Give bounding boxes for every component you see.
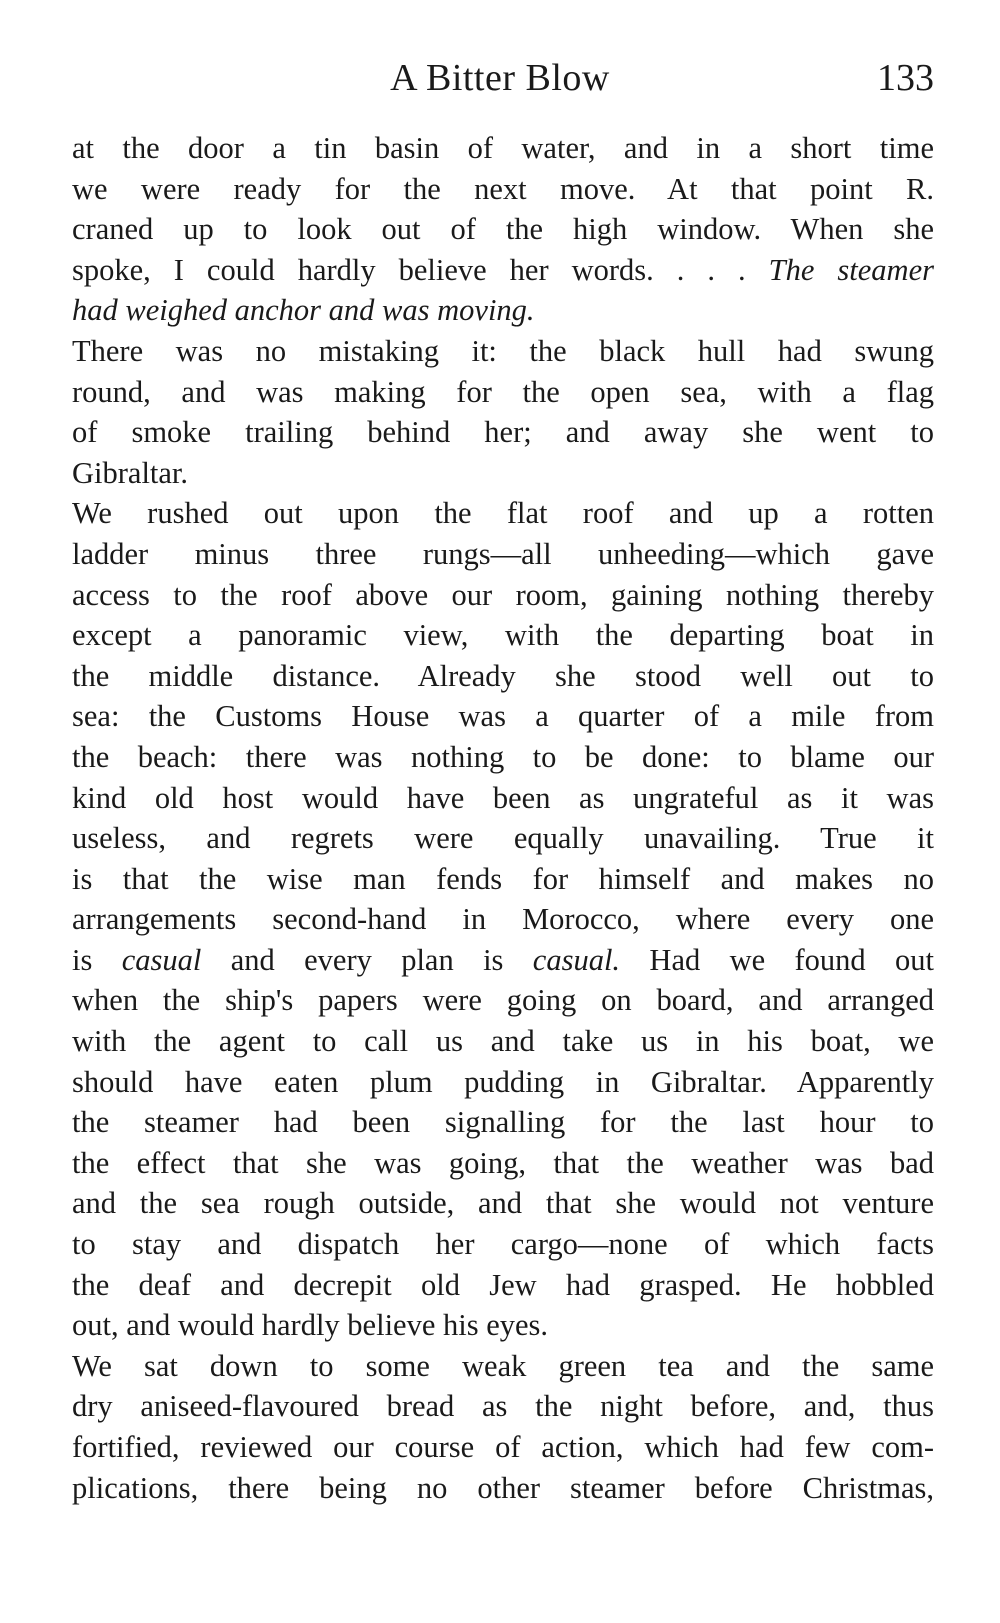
text-segment: with the agent to call us and take us in his boat, we bbox=[72, 1024, 934, 1059]
text-line bbox=[72, 493, 934, 534]
text-line bbox=[72, 1305, 934, 1346]
text-segment: plications, there being no other steamer before Christmas, bbox=[72, 1470, 934, 1505]
text-line bbox=[72, 1102, 934, 1143]
text-line bbox=[72, 980, 934, 1021]
text-segment: the beach: there was nothing to be done: to blame our bbox=[72, 739, 934, 774]
text-line bbox=[72, 940, 934, 981]
text-segment: useless, and regrets were equally unavailing. True it bbox=[72, 821, 934, 856]
italic-text: casual bbox=[121, 942, 202, 977]
text-line bbox=[72, 1468, 934, 1509]
text-line bbox=[72, 899, 934, 940]
text-segment: ladder minus three rungs—all unheeding—which gave bbox=[72, 536, 934, 571]
text-line bbox=[72, 696, 934, 737]
text-segment: out, and would hardly believe his eyes. bbox=[72, 1308, 549, 1343]
text-line bbox=[72, 818, 934, 859]
text-segment: There was no mistaking it: the black hull had swung bbox=[72, 333, 934, 368]
text-line bbox=[72, 737, 934, 778]
text-segment: sea: the Customs House was a quarter of a mile from bbox=[72, 699, 934, 734]
text-line bbox=[72, 128, 934, 169]
page-number: 133 bbox=[877, 57, 934, 99]
text-segment: and the sea rough outside, and that she would not venture bbox=[72, 1186, 934, 1221]
text-line bbox=[72, 453, 934, 494]
text-segment: when the ship's papers were going on board, and arranged bbox=[72, 983, 934, 1018]
text-line bbox=[72, 290, 934, 331]
text-segment: the steamer had been signalling for the last hour to bbox=[72, 1105, 934, 1140]
text-segment: to stay and dispatch her cargo—none of which facts bbox=[72, 1227, 934, 1262]
text-line bbox=[72, 575, 934, 616]
text-line bbox=[72, 1224, 934, 1265]
text-segment: spoke, I could hardly believe her words. . . . bbox=[72, 252, 769, 287]
text-segment: the deaf and decrepit old Jew had grasped. He hobbled bbox=[72, 1267, 934, 1302]
text-line bbox=[72, 859, 934, 900]
text-line bbox=[72, 778, 934, 819]
text-segment: except a panoramic view, with the departing boat in bbox=[72, 618, 934, 653]
text-line bbox=[72, 534, 934, 575]
text-line bbox=[72, 1427, 934, 1468]
text-segment: craned up to look out of the high window. When she bbox=[72, 212, 934, 247]
text-line bbox=[72, 1386, 934, 1427]
text-line bbox=[72, 331, 934, 372]
text-segment: round, and was making for the open sea, with a flag bbox=[72, 374, 934, 409]
italic-text: The steamer bbox=[768, 252, 934, 287]
text-segment: we were ready for the next move. At that point R. bbox=[72, 171, 934, 206]
chapter-title: A Bitter Blow bbox=[390, 57, 610, 99]
text-segment: Gibraltar. bbox=[72, 455, 189, 490]
body-text bbox=[72, 128, 934, 1508]
text-line bbox=[72, 656, 934, 697]
text-segment: at the door a tin basin of water, and in a short time bbox=[72, 131, 934, 165]
text-segment: access to the roof above our room, gaining nothing thereby bbox=[72, 577, 934, 612]
text-segment: should have eaten plum pudding in Gibraltar. Apparently bbox=[72, 1064, 934, 1099]
text-segment: the middle distance. Already she stood well out to bbox=[72, 658, 934, 693]
text-line bbox=[72, 615, 934, 656]
text-segment: is bbox=[72, 942, 122, 977]
text-segment: kind old host would have been as ungrateful as it was bbox=[72, 780, 934, 815]
text-segment: the effect that she was going, that the weather was bad bbox=[72, 1145, 934, 1180]
text-segment: We sat down to some weak green tea and the same bbox=[72, 1348, 934, 1383]
text-line bbox=[72, 1346, 934, 1387]
text-line bbox=[72, 209, 934, 250]
text-line bbox=[72, 169, 934, 210]
text-line bbox=[72, 1021, 934, 1062]
text-segment: Had we found out bbox=[620, 942, 935, 977]
text-line bbox=[72, 1265, 934, 1306]
text-segment: is that the wise man fends for himself and makes no bbox=[72, 861, 934, 896]
text-line bbox=[72, 412, 934, 453]
text-segment: of smoke trailing behind her; and away she went to bbox=[72, 415, 934, 450]
text-segment: and every plan is bbox=[201, 942, 533, 977]
text-segment: We rushed out upon the flat roof and up a rotten bbox=[72, 496, 934, 531]
text-line bbox=[72, 250, 934, 291]
text-line bbox=[72, 1062, 934, 1103]
running-head bbox=[0, 50, 1000, 106]
italic-text: casual. bbox=[532, 942, 621, 977]
text-line bbox=[72, 1143, 934, 1184]
italic-text: had weighed anchor and was moving. bbox=[72, 293, 535, 328]
text-segment: dry aniseed-flavoured bread as the night before, and, thus bbox=[72, 1389, 934, 1424]
text-line bbox=[72, 372, 934, 413]
text-segment: arrangements second-hand in Morocco, where every one bbox=[72, 902, 934, 937]
text-line bbox=[72, 1183, 934, 1224]
text-segment: fortified, reviewed our course of action, which had few com- bbox=[72, 1430, 934, 1464]
